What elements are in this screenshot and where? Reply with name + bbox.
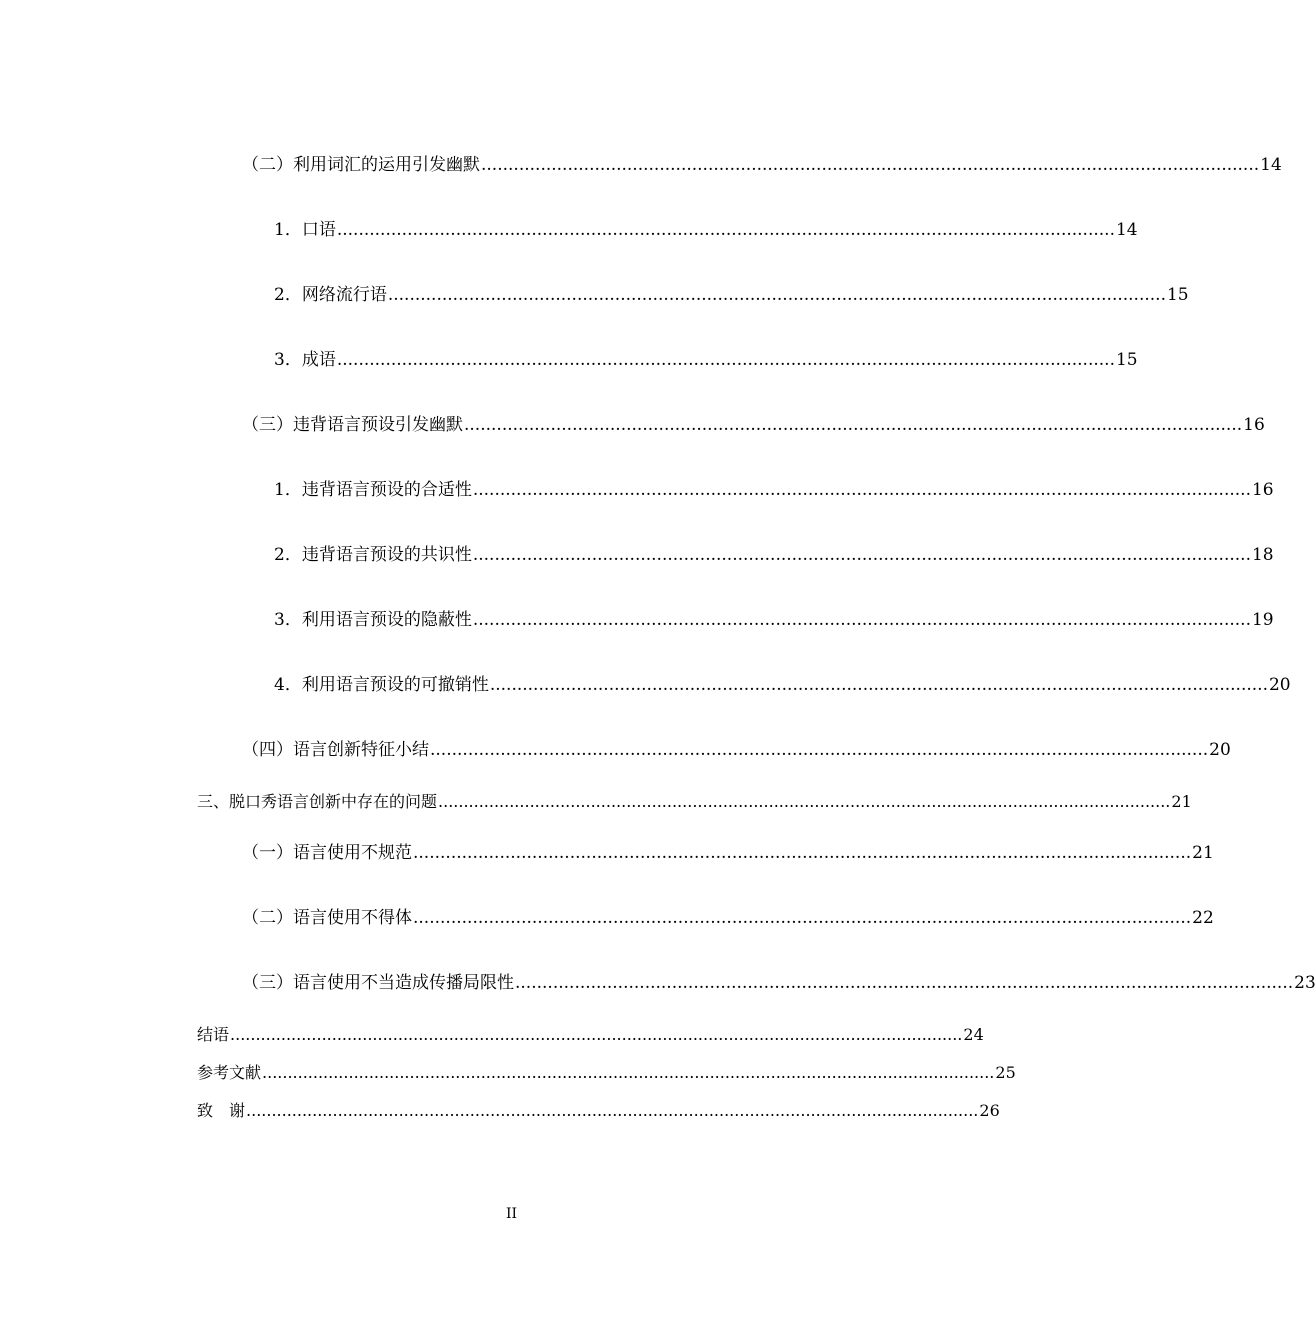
toc-entry-limitation[interactable] [242,968,1316,993]
toc-entry-conclusion[interactable] [197,1022,984,1045]
toc-label: 结语 [197,1025,230,1044]
toc-leader-dots: ................................................................................................................................................ [262,1063,995,1082]
toc-label: 三、脱口秀语言创新中存在的问题 [197,792,438,811]
toc-leader-dots: ................................................................................................................................................ [472,610,1251,630]
toc-label: （二）利用词汇的运用引发幽默 [242,155,480,175]
toc-entry-idioms[interactable] [274,345,1138,370]
toc-leader-dots: ................................................................................................................................................ [481,155,1260,175]
toc-label: （一）语言使用不规范 [242,843,412,863]
toc-label: （三）违背语言预设引发幽默 [242,415,463,435]
toc-page-number: 15 [1115,350,1138,370]
toc-leader-dots: ................................................................................................................................................ [438,792,1171,811]
toc-leader-dots: ................................................................................................................................................ [336,350,1115,370]
toc-page-number: 24 [963,1025,984,1044]
toc-label: 2．网络流行语 [274,285,387,305]
toc-page-number: 16 [1243,415,1265,435]
toc-leader-dots: ................................................................................................................................................ [413,908,1192,928]
toc-page-number: 21 [1171,792,1192,811]
toc-page-number: 26 [979,1101,1000,1120]
toc-leader-dots: ................................................................................................................................................ [489,675,1268,695]
toc-leader-dots: ................................................................................................................................................ [430,740,1209,760]
toc-entry-colloquial[interactable] [274,215,1138,240]
toc-entry-internet-slang[interactable] [274,280,1189,305]
toc-label: 3．利用语言预设的隐蔽性 [274,610,472,630]
toc-page-number: 19 [1251,610,1274,630]
toc-entry-inappropriate[interactable] [242,903,1214,928]
toc-page-number: 25 [995,1063,1016,1082]
toc-label: 3．成语 [274,350,336,370]
toc-entry-word-usage[interactable] [242,150,1282,175]
toc-entry-cancellability[interactable] [274,670,1291,695]
toc-label: 1．违背语言预设的合适性 [274,480,472,500]
toc-entry-appropriateness[interactable] [274,475,1274,500]
toc-page-number: 14 [1115,220,1138,240]
toc-page-number: 22 [1192,908,1214,928]
toc-page-number: 20 [1209,740,1231,760]
toc-page-number: 18 [1251,545,1274,565]
toc-leader-dots: ................................................................................................................................................ [230,1025,963,1044]
toc-leader-dots: ................................................................................................................................................ [336,220,1115,240]
toc-leader-dots: ................................................................................................................................................ [472,480,1251,500]
toc-entry-concealment[interactable] [274,605,1274,630]
toc-leader-dots: ................................................................................................................................................ [464,415,1243,435]
toc-label: 4．利用语言预设的可撤销性 [274,675,489,695]
toc-entry-references[interactable] [197,1060,1016,1083]
toc-label: 1．口语 [274,220,336,240]
toc-leader-dots: ................................................................................................................................................ [472,545,1251,565]
toc-leader-dots: ................................................................................................................................................ [246,1101,979,1120]
toc-page-number: 20 [1268,675,1291,695]
toc-entry-summary[interactable] [242,735,1231,760]
toc-leader-dots: ................................................................................................................................................ [387,285,1166,305]
toc-entry-presupposition[interactable] [242,410,1265,435]
page-number-footer: II [505,1206,518,1222]
toc-label: 2．违背语言预设的共识性 [274,545,472,565]
toc-entry-acknowledgements[interactable] [197,1098,1000,1121]
toc-page-number: 16 [1251,480,1274,500]
toc-label: （三）语言使用不当造成传播局限性 [242,973,514,993]
toc-entry-chapter-three[interactable] [197,789,1192,812]
toc-leader-dots: ................................................................................................................................................ [515,973,1294,993]
toc-page-number: 21 [1192,843,1214,863]
toc-label: 参考文献 [197,1063,262,1082]
toc-label: （二）语言使用不得体 [242,908,412,928]
toc-label: （四）语言创新特征小结 [242,740,429,760]
toc-leader-dots: ................................................................................................................................................ [413,843,1192,863]
toc-page-number: 23 [1294,973,1316,993]
toc-entry-consensus[interactable] [274,540,1274,565]
toc-page-number: 14 [1260,155,1282,175]
toc-page-number: 15 [1166,285,1189,305]
toc-entry-nonstandard[interactable] [242,838,1214,863]
toc-label: 致 谢 [197,1101,246,1120]
